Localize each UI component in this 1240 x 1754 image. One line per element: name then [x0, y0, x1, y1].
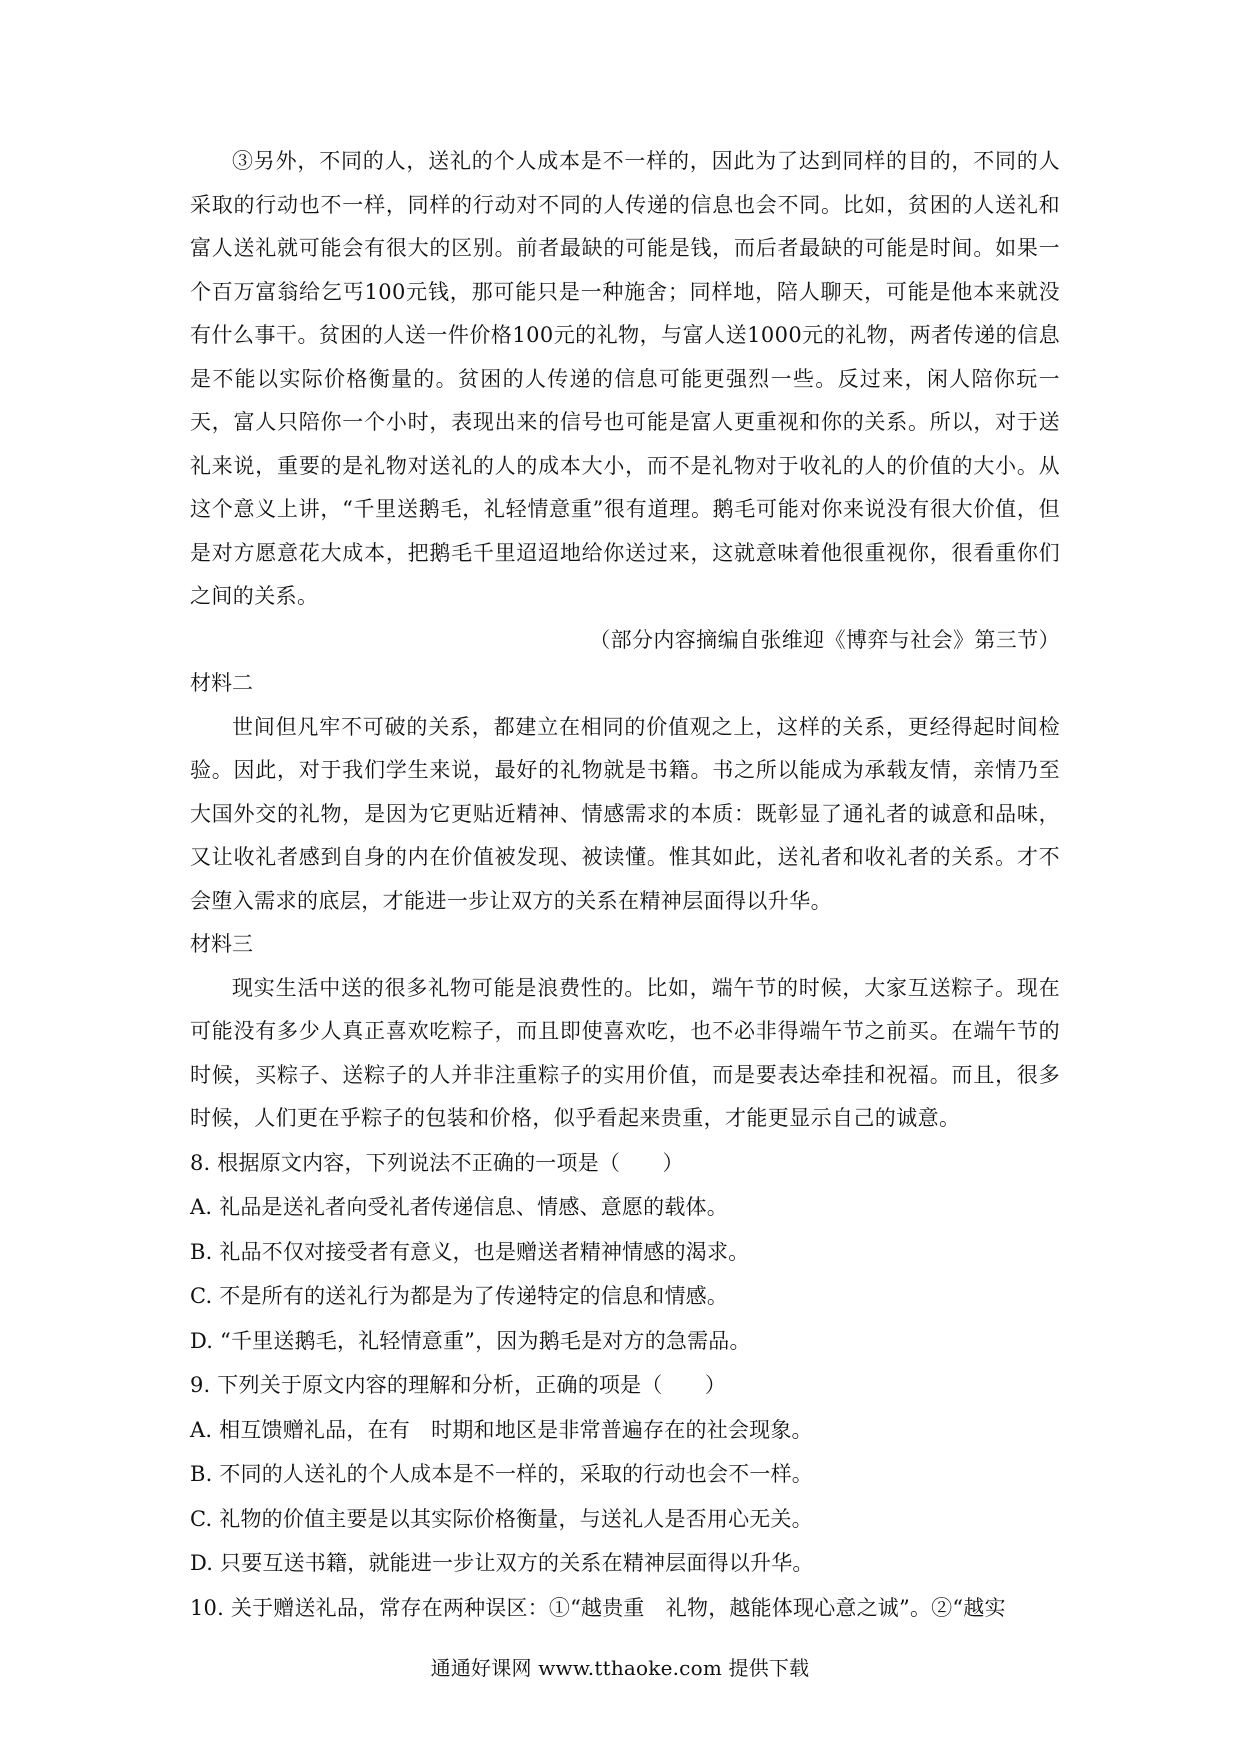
question-8-option-b: B. 礼品不仅对接受者有意义，也是赠送者精神情感的渴求。 [190, 1239, 750, 1264]
document-content [190, 140, 1060, 1630]
question-8-option-d: D. “千里送鹅毛，礼轻情意重”，因为鹅毛是对方的急需品。 [190, 1328, 751, 1353]
question-8-stem: 8. 根据原文内容，下列说法不正确的一项是（ ） [190, 1150, 684, 1175]
material-one-paragraph: ③另外，不同的人，送礼的个人成本是不一样的，因此为了达到同样的目的，不同的人采取的行动也不一样，同样的行动对不同的人传递的信息也会不同。比如，贫困的人送礼和富人送礼就可能会有很大的区别。前者最缺的可能是钱，而后者最缺的可能是时间。如果一个百万富翁给乞丐100元钱，那可能只是一种施舍；同样地，陪人聊天，可能是他本来就没有什么事干。贫困的人送一件价格100元的礼物，与富人送1000元的礼物，两者传递的信息是不能以实际价格衡量的。贫困的人传递的信息可能更强烈一些。反过来，闲人陪你玩一天，富人只陪你一个小时，表现出来的信号也可能是富人更重视和你的关系。所以，对于送礼来说，重要的是礼物对送礼的人的成本大小，而不是礼物对于收礼的人的价值的大小。从这个意义上讲，“千里送鹅毛，礼轻情意重”很有道理。鹅毛可能对你来说没有很大价值，但是对方愿意花大成本，把鹅毛千里迢迢地给你送过来，这就意味着他很重视你，很看重你们之间的关系。 [190, 149, 1060, 608]
footer [0, 1652, 1240, 1681]
question-8-option-c: C. 不是所有的送礼行为都是为了传递特定的信息和情感。 [190, 1284, 729, 1308]
footer-text: 通通好课网 www.tthaoke.com 提供下载 [430, 1656, 810, 1680]
material-two-heading: 材料二 [190, 671, 253, 695]
question-10 [190, 1586, 1060, 1631]
question-9-option-c: C. 礼物的价值主要是以其实际价格衡量，与送礼人是否用心无关。 [190, 1506, 813, 1531]
question-9-option-a: A. 相互馈赠礼品，在有 时期和地区是非常普遍存在的社会现象。 [190, 1417, 813, 1442]
material-three-paragraph: 现实生活中送的很多礼物可能是浪费性的。比如，端午节的时候，大家互送粽子。现在可能没有多少人真正喜欢吃粽子，而且即使喜欢吃，也不必非得端午节之前买。在端午节的时候，买粽子、送粽子的人并非注重粽子的实用价值，而是要表达牵挂和祝福。而且，很多时候，人们更在乎粽子的包装和价格，似乎看起来贵重，才能更显示自己的诚意。 [190, 975, 1060, 1130]
question-9-option-b: B. 不同的人送礼的个人成本是不一样的，采取的行动也会不一样。 [190, 1462, 813, 1486]
question-9 [190, 1363, 1060, 1586]
question-10-stem: 10. 关于赠送礼品，常存在两种误区：①“越贵重 礼物，越能体现心意之诚”。②“越实 [190, 1595, 1006, 1620]
material-one-source: （部分内容摘编自张维迎《博弈与社会》第三节） [589, 627, 1060, 652]
material-two-paragraph: 世间但凡牢不可破的关系，都建立在相同的价值观之上，这样的关系，更经得起时间检验。因此，对于我们学生来说，最好的礼物就是书籍。书之所以能成为承载友情，亲情乃至大国外交的礼物，是因为它更贴近精神、情感需求的本质：既彰显了通礼者的诚意和品味，又让收礼者感到自身的内在价值被发现、被读懂。惟其如此，送礼者和收礼者的关系。才不会堕入需求的底层，才能进一步让双方的关系在精神层面得以升华。 [190, 714, 1060, 913]
question-8-option-a: A. 礼品是送礼者向受礼者传递信息、情感、意愿的载体。 [190, 1195, 728, 1219]
material-three-heading: 材料三 [190, 932, 253, 956]
question-9-option-d: D. 只要互送书籍，就能进一步让双方的关系在精神层面得以升华。 [190, 1551, 814, 1575]
question-8 [190, 1141, 1060, 1364]
question-9-stem: 9. 下列关于原文内容的理解和分析，正确的项是（ ） [190, 1373, 727, 1397]
